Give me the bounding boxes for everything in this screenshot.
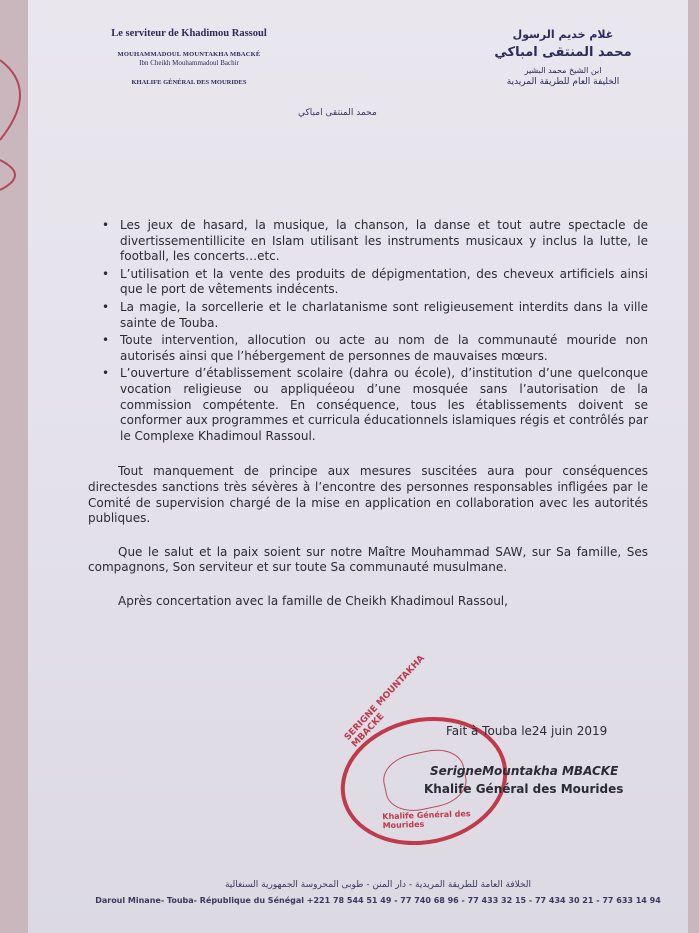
stamp-ring-text: SERIGNE MOUNTAKHA MBACKE xyxy=(342,653,427,750)
list-item: • Les jeux de hasard, la musique, la chanson, la danse et tout autre spectacle de divertissementillicite en Islam utilisant les instruments musicaux y inclus la lutte, le football, les concerts…etc. xyxy=(102,218,648,264)
reference-line: محمد المنتقى امباكي xyxy=(298,108,377,118)
list-item: • L’ouverture d’établissement scolaire (dahra ou école), d’institution d’une quelconque vocation religieuse ou appliquéeou d’une mosquée sans l’autorisation de la commission compétente. En conséquence, tous les établissements doivent se conformer aux programmes et curricula éducationnels islamiques régis et contrôlés par le Complexe Khadimoul Rassoul. xyxy=(102,366,648,443)
bullet-icon: • xyxy=(102,266,110,281)
stamp-bottom-text: Khalife Général des Mourides xyxy=(382,809,471,831)
letter-body xyxy=(88,218,648,609)
bullet-icon: • xyxy=(102,366,110,381)
header-right-line1: غلام خديم الرسول xyxy=(512,28,614,41)
concertation-paragraph: Après concertation avec la famille de Cheikh Khadimoul Rassoul, xyxy=(118,593,508,608)
header-left-name: MOUHAMMADOUL MOUNTAKHA MBACKÉ xyxy=(117,51,261,58)
bullet-icon: • xyxy=(102,218,110,232)
list-item: • L’utilisation et la vente des produits de dépigmentation, des cheveux artificiels ainsi que le port de vêtements indécents. xyxy=(102,266,648,297)
prohibition-list xyxy=(88,218,648,444)
header-right xyxy=(458,28,668,87)
header-right-line3: ابن الشيخ محمد البشير xyxy=(524,66,602,75)
place-date: Fait à Touba le24 juin 2019 xyxy=(446,724,608,738)
header-right-line2: محمد المنتقى امباكي xyxy=(494,45,632,60)
bullet-icon: • xyxy=(102,333,110,348)
footer-arabic: الخلافة العامة للطريقة المريدية - دار المنن - طوبى المحروسة الجمهورية السنغالية xyxy=(224,880,532,890)
salut-paragraph: Que le salut et la paix soient sur notre Maître Mouhammad SAW, sur Sa famille, Ses compagnons, Son serviteur et sur toute Sa communauté musulmane. xyxy=(88,544,648,575)
header-left xyxy=(84,28,294,86)
signatory-title: Khalife Général des Mourides xyxy=(424,782,624,796)
header-left-title: Le serviteur de Khadimou Rassoul xyxy=(111,28,267,39)
list-item: • La magie, la sorcellerie et le charlatanisme sont religieusement interdits dans la ville sainte de Touba. xyxy=(102,299,648,330)
header-right-line4: الخليفة العام للطريقة المريدية xyxy=(506,77,620,87)
header-left-lineage: Ibn Cheikh Mouhammadoul Bachir xyxy=(139,59,239,67)
sanctions-paragraph: Tout manquement de principe aux mesures suscitées aura pour conséquences directesdes sanctions très sévères à l’encontre des personnes responsables infligées par le Comité de supervision chargé de la mise en application en collaboration avec les autorités publiques. xyxy=(88,464,648,526)
signatory-name: SerigneMountakha MBACKE xyxy=(430,764,619,778)
footer-contact: Daroul Minane- Touba- République du Sénégal +221 78 544 51 49 - 77 740 68 96 - 77 433 32 15 - 77 434 30 21 - 77 633 14 94 xyxy=(95,896,661,905)
stamp-inner-seal xyxy=(379,744,471,817)
bullet-icon: • xyxy=(102,299,110,314)
letter-footer xyxy=(88,880,668,905)
list-item: • Toute intervention, allocution ou acte au nom de la communauté mouride non autorisés ainsi que l’hébergement de personnes de mauvaises mœurs. xyxy=(102,333,648,363)
header-left-role: KHALIFE GÉNÉRAL DES MOURIDES xyxy=(131,79,247,86)
letter-page xyxy=(28,0,688,933)
